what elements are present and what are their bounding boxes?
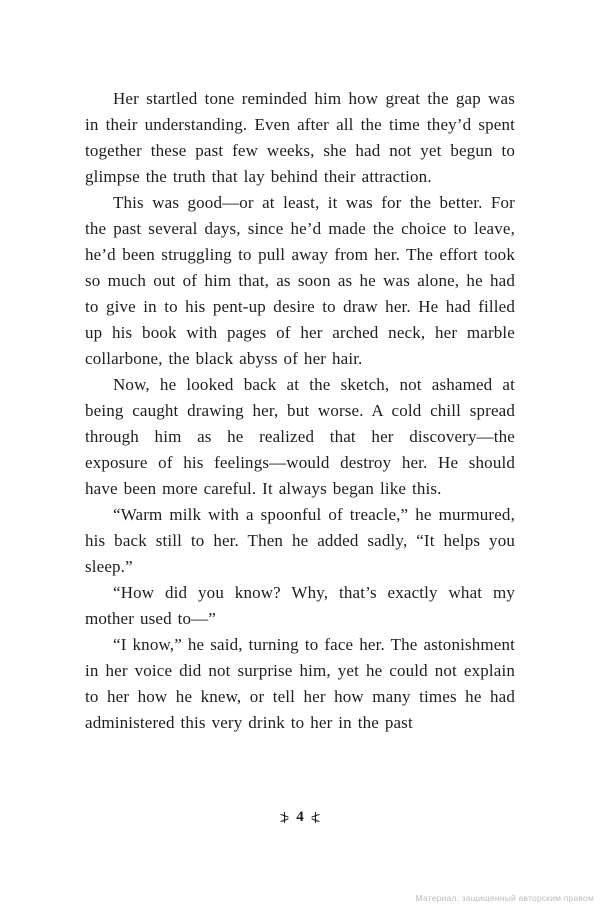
paragraph: “I know,” he said, turning to face her. The astonishment in her voice did not surprise him, yet he could not explain to her how he knew, or tell her how many times he had administered this very drink to her in the past [85,635,515,732]
paragraph: “How did you know? Why, that’s exactly what my mother used to—” [85,583,515,628]
body-text [85,86,515,736]
fleuron-left-icon [280,811,289,824]
paragraph: This was good—or at least, it was for the better. For the past several days, since he’d made the choice to leave, he’d been struggling to pull away from her. The effort took so much out of him that, as soon as he was alone, he had to give in to his pent-up desire to draw her. He had filled up his book with pages of her arched neck, her marble collarbone, the black abyss of her hair. [85,193,515,368]
paragraph: Now, he looked back at the sketch, not ashamed at being caught drawing her, but worse. A cold chill spread through him as he realized that her discovery—the exposure of his feelings—would destroy her. He should have been more careful. It always began like this. [85,375,515,498]
fleuron-right-icon [311,811,320,824]
paragraph: “Warm milk with a spoonful of treacle,” he murmured, his back still to her. Then he added sadly, “It helps you sleep.” [85,505,515,576]
page-number: 4 [296,809,304,825]
copyright-watermark: Материал, защищенный авторским правом [415,893,594,903]
page-footer [0,810,600,825]
paragraph: Her startled tone reminded him how great the gap was in their understanding. Even after all the time they’d spent together these past few weeks, she had not yet begun to glimpse the truth that lay behind their attraction. [85,89,515,186]
